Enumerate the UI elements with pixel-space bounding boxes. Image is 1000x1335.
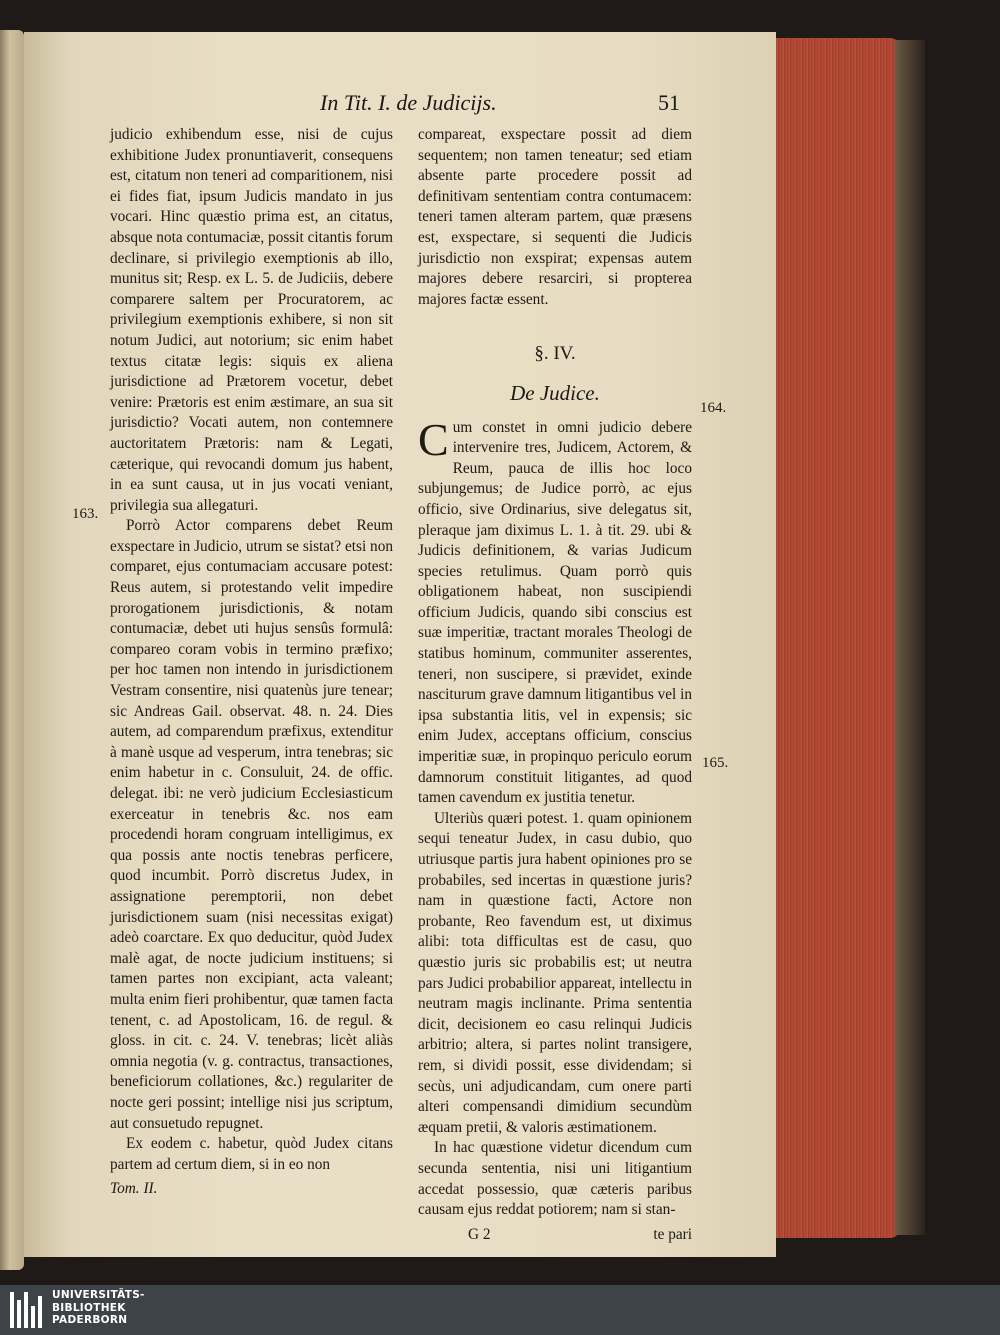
section-number: §. IV. — [534, 343, 576, 365]
left-column — [110, 125, 393, 1200]
catchword: te pari — [653, 1225, 692, 1243]
margin-number-164: 164. — [700, 400, 727, 416]
left-paragraph: Ex eodem c. habetur, quòd Judex citans partem ad certum diem, si in eo non — [110, 1135, 393, 1173]
right-paragraph: In hac quæstione videtur dicendum cum secunda sententia, nisi uni litigantium accedat possessio, quæ cæteris paribus causam ejus reddat potiorem; nam si stan- — [418, 1139, 692, 1219]
right-paragraph — [418, 413, 693, 809]
library-name-line: UNIVERSITÄTS- — [52, 1289, 145, 1301]
section-title: De Judice. — [510, 380, 600, 405]
signature-line — [418, 1225, 692, 1246]
running-head — [320, 90, 680, 116]
library-logo-icon — [10, 1292, 48, 1328]
running-head-title: In Tit. I. de Judicijs. — [320, 90, 497, 115]
left-paragraph: judicio exhibendum esse, nisi de cujus exhibitione Judex pronuntiaverit, consequens est, citatum non teneri ad comparitionem, nisi ei fides fiat, ipsum Judicis mandato in jus vocari. Hinc quæstio prima est, an citatus, absque nota contumaciæ, possit citantis forum declinare, si privilegio exemptionis ab illo, munitus sit; Resp. ex L. 5. de Judiciis, debere comparere saltem per Procuratorem, ac privilegium exemptionis exhibere, si non sit notum Judici, aut notorium; sic enim habet textus citatæ legis: siquis ex aliena jurisdictione ad Prætorem vocetur, debet venire: Prætoris est enim æstimare, an sua sit jurisdictio? Vocati autem, non contemnere auctoritatem Prætoris: nam & Legati, cæterique, qui revocandi domum jus habent, in ea sunt causa, ut in jus vocati veniant, privilegia sua allegaturi. — [110, 126, 393, 514]
book-shadow — [895, 40, 925, 1235]
left-paragraph: Porrò Actor comparens debet Reum exspectare in Judicio, utrum se sistat? etsi non comparet, ejus contumaciam accusare potest: Reus autem, si protestando velit impedire prorogationem jurisdictionis, & notam contumaciæ, debet uti hujus sensûs formulâ: compareo coram vobis in termino præfixo; per hoc tamen non intendo in jurisdictionem Vestram consentire, nisi quatenùs jure tenear; sic Andreas Gail. observat. 48. n. 24. Dies autem, ad comparendum præfixus, extenditur à manè usque ad vesperum, intra tenebras; sic enim habetur in c. Consuluit, 24. de offic. delegat. ibi: ne verò judicium Ecclesiasticum exerceatur in tenebris &c. nos eam procedendi horam congruam intelligimus, ex qua possis ante noctis tenebras perficere, quod incumbit. Porrò discretus Judex, in assignatione peremptorii, non debet jurisdictionem suam (nisi necessitas exigat) adeò coarctare. Ex quo deducitur, quòd Judex malè agat, de nocte judicium instituens; si tamen partes non excipiant, acta valeant; multa enim fieri prohibentur, quæ tamen facta tenent, c. ad Apostolicam, 16. de regul. & gloss. in cit. c. 24. V. tenebras; licèt aliàs omnia negotia (v. g. contractus, transactiones, beneficiorum collationes, &c.) regulariter de nocte geri possint; intellige nisi jus scriptum, aut consuetudo repugnet. — [110, 517, 393, 1132]
margin-number-165: 165. — [702, 755, 729, 771]
right-paragraph: Ulteriùs quæri potest. 1. quam opinionem sequi teneatur Judex, in casu dubio, quo utriusque partis jura habent opiniones pro se probabiles, sed incertas in quæstione juris? nam in quæstione facti, Actore non probante, Reo favendum est, ut diximus alibi: tota difficultas est de casu, quo quæstio juris sic probabilis est; ut neutra pars Judici probabilior appareat, intellectu in neutram magis inclinante. Prima sententia dicit, decisionem eo casu relinqui Judicis arbitrio; altera, si partes nolint transigere, rem, si dividi possit, esse dividendam; si secùs, uni adjudicandam, cum onere parti alteri compensandi dimidium secundùm æquam pretii, & valoris æstimationem. — [418, 809, 692, 1136]
library-name-line: PADERBORN — [52, 1314, 128, 1326]
drop-cap: C — [418, 413, 449, 465]
right-continuation: compareat, exspectare possit ad diem sequentem; non tamen teneatur; sed etiam absente parte procedere possit ad definitivam sententiam contra contumacem: teneri tamen alteram partem, quæ præsens est, exspectare, si sequenti die Judicis jurisdictio non exspirat; expensas autem majores debere resarciri, si propterea majores factæ essent. — [418, 126, 692, 308]
library-name-line: BIBLIOTHEK — [52, 1301, 126, 1314]
library-footer-bar — [0, 1285, 1000, 1335]
left-page-edge — [0, 30, 24, 1270]
library-name — [52, 1289, 145, 1327]
right-paragraph-text: um constet in omni judicio debere intervenire tres, Judicem, Actorem, & Reum, pauca de illis hoc loco subjungemus; de Judice porrò, ac ejus officio, sive Ordinarius, sive delegatus sit, pleraque jam diximus L. 1. à tit. 29. ubi & Judicis definitionem, & varias Judicum species retulimus. Quam porrò quis obligationem habeat, non suscipiendi officium Judicis, quando sibi conscius est suæ imperitiæ, tractant morales Theologi de statibus hominum, communiter asserentes, teneri, non suscipere, si prævidet, exinde nasciturum grave damnum litigantibus vel in ipsa substantia litis, vel in expensis; sic enim Judex, acceptans officium, conscius imperitiæ suæ, in propinquo periculo eorum damnorum constituit litigantes, ad quod tamen cavendum ex justitia tenetur. — [418, 418, 693, 807]
page-number: 51 — [658, 90, 680, 115]
red-page-edges — [772, 38, 900, 1238]
volume-signature: Tom. II. — [110, 1180, 158, 1198]
margin-number-163: 163. — [72, 506, 99, 522]
gathering-signature: G 2 — [468, 1225, 491, 1243]
right-column — [418, 125, 692, 1245]
